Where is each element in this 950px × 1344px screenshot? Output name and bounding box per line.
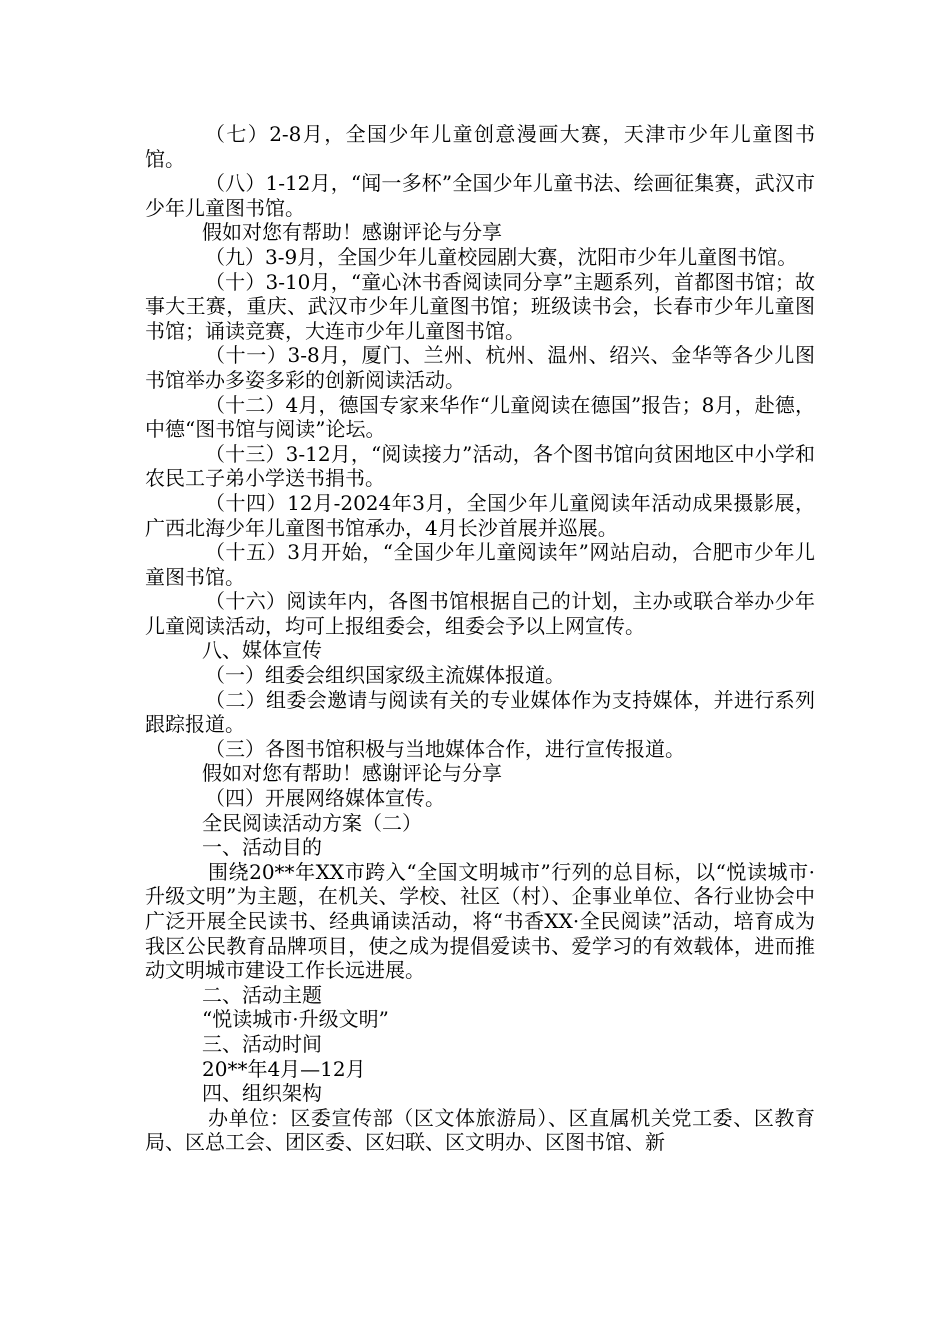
paragraph-16: （四）开展网络媒体宣传。 <box>205 786 445 811</box>
section-heading-2: 二、活动主题 <box>202 982 322 1007</box>
paragraph-1: （七）2-8月，全国少年儿童创意漫画大赛，天津市少年儿童图书馆。 <box>145 122 815 171</box>
paragraph-11: （十六）阅读年内，各图书馆根据自己的计划，主办或联合举办少年儿童阅读活动，均可上报组委会，组委会予以上网宣传。 <box>145 589 815 638</box>
paragraph-13: （二）组委会邀请与阅读有关的专业媒体作为支持媒体，并进行系列跟踪报道。 <box>145 687 815 737</box>
document-title-2: 全民阅读活动方案（二） <box>202 810 422 835</box>
paragraph-12: （一）组委会组织国家级主流媒体报道。 <box>205 663 565 688</box>
section-heading-1: 一、活动目的 <box>202 835 322 860</box>
paragraph-10: （十五）3月开始，“全国少年儿童阅读年”网站启动，合肥市少年儿童图书馆。 <box>145 540 815 589</box>
paragraph-8: （十三）3-12月，“阅读接力”活动，各个图书馆向贫困地区中小学和农民工子弟小学送书捐书。 <box>145 441 815 491</box>
paragraph-9: （十四）12月-2024年3月，全国少年儿童阅读年活动成果摄影展，广西北海少年儿童图书馆承办，4月长沙首展并巡展。 <box>145 490 815 540</box>
paragraph-2: （八）1-12月，“闻一多杯”全国少年儿童书法、绘画征集赛，武汉市少年儿童图书馆。 <box>145 171 815 220</box>
section-heading-4: 四、组织架构 <box>202 1081 322 1106</box>
paragraph-19: 20**年4月—12月 <box>202 1056 366 1081</box>
paragraph-18: “悦读城市·升级文明” <box>202 1007 389 1032</box>
paragraph-7: （十二）4月，德国专家来华作“儿童阅读在德国”报告；8月，赴德，中德“图书馆与阅读”论坛。 <box>145 392 815 442</box>
paragraph-20: 办单位：区委宣传部（区文体旅游局）、区直属机关党工委、区教育局、区总工会、团区委、区妇联、区文明办、区图书馆、新 <box>145 1105 815 1155</box>
paragraph-6: （十一）3-8月，厦门、兰州、杭州、温州、绍兴、金华等各少儿图书馆举办多姿多彩的创新阅读活动。 <box>145 343 815 392</box>
section-heading-8: 八、媒体宣传 <box>202 638 322 663</box>
paragraph-4: （九）3-9月，全国少年儿童校园剧大赛，沈阳市少年儿童图书馆。 <box>205 244 798 269</box>
paragraph-15: 假如对您有帮助！感谢评论与分享 <box>202 761 502 786</box>
paragraph-3: 假如对您有帮助！感谢评论与分享 <box>202 220 502 245</box>
paragraph-14: （三）各图书馆积极与当地媒体合作，进行宣传报道。 <box>205 736 685 761</box>
paragraph-5: （十）3-10月，“童心沐书香阅读同分享”主题系列，首都图书馆；故事大王赛，重庆、武汉市少年儿童图书馆；班级读书会，长春市少年儿童图书馆；诵读竞赛，大连市少年儿童图书馆。 <box>145 269 815 343</box>
document-page <box>145 122 815 1155</box>
paragraph-17: 围绕20**年XX市跨入“全国文明城市”行列的总目标，以“悦读城市·升级文明”为主题，在机关、学校、社区（村）、企事业单位、各行业协会中广泛开展全民读书、经典诵读活动，将“书香XX·全民阅读”活动，培育成为我区公民教育品牌项目，使之成为提倡爱读书、爱学习的有效载体，进而推动文明城市建设工作长远进展。 <box>145 859 815 983</box>
section-heading-3: 三、活动时间 <box>202 1031 322 1056</box>
